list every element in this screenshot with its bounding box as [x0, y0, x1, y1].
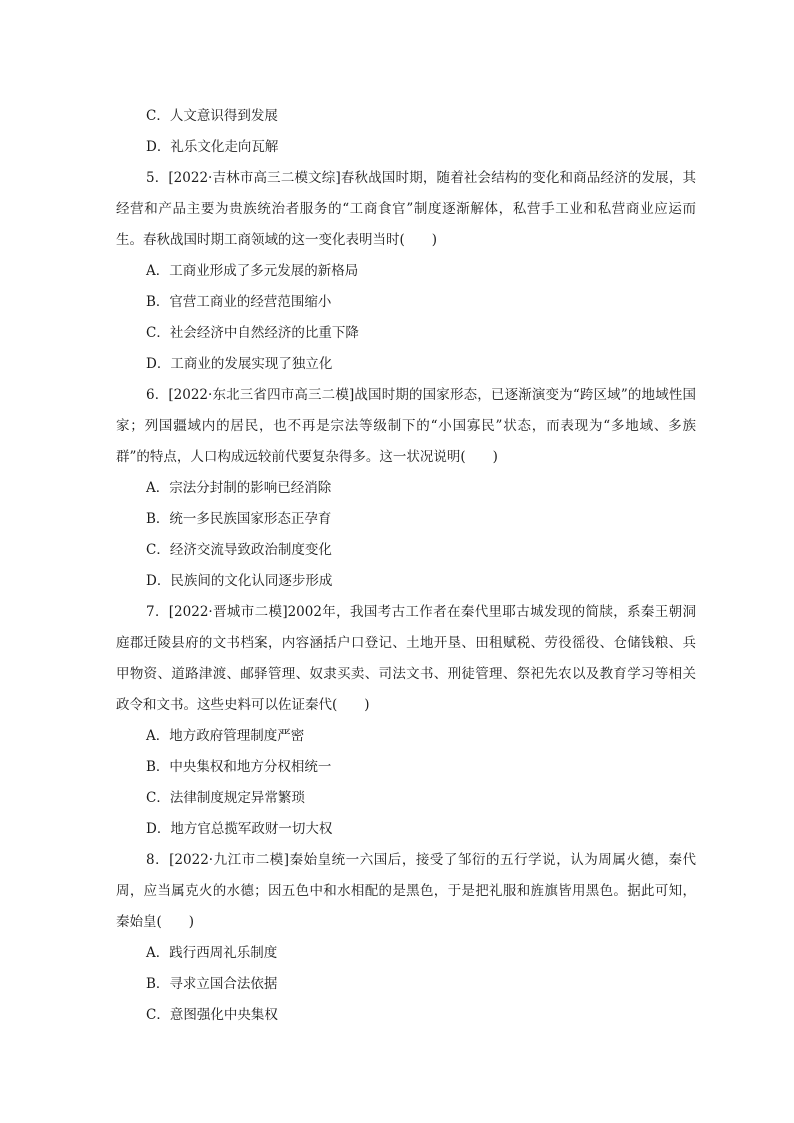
q5-option-d[interactable]: D．工商业的发展实现了独立化 [146, 356, 333, 372]
q4-option-d[interactable]: D．礼乐文化走向瓦解 [146, 139, 279, 155]
q5-option-a[interactable]: A．工商业形成了多元发展的新格局 [146, 263, 359, 279]
q5-option-c[interactable]: C．社会经济中自然经济的比重下降 [146, 325, 359, 341]
q6-option-a[interactable]: A．宗法分封制的影响已经消除 [146, 480, 332, 496]
question-5-stem: 5．[2022·吉林市高三二模文综]春秋战国时期，随着社会结构的变化和商品经济的发展，其经营和产品主要为贵族统治者服务的“工商食官”制度逐渐解体，私营手工业和私营商业应运而生。春秋战国时期工商领域的这一变化表明当时( ) [116, 170, 696, 248]
q5-option-b[interactable]: B．官营工商业的经营范围缩小 [146, 294, 332, 310]
q7-option-a[interactable]: A．地方政府管理制度严密 [146, 728, 305, 744]
page-content [116, 101, 696, 1031]
q7-option-c[interactable]: C．法律制度规定异常繁琐 [146, 790, 305, 806]
q8-option-b[interactable]: B．寻求立国合法依据 [146, 976, 278, 992]
q8-option-c[interactable]: C．意图强化中央集权 [146, 1007, 278, 1023]
q6-option-c[interactable]: C．经济交流导致政治制度变化 [146, 542, 332, 558]
q4-option-c[interactable]: C．人文意识得到发展 [146, 108, 278, 124]
q7-option-b[interactable]: B．中央集权和地方分权相统一 [146, 759, 332, 775]
question-7-stem: 7．[2022·晋城市二模]2002年，我国考古工作者在秦代里耶古城发现的简牍，系秦王朝洞庭郡迁陵县府的文书档案，内容涵括户口登记、土地开垦、田租赋税、劳役徭役、仓储钱粮、兵甲物资、道路津渡、邮驿管理、奴隶买卖、司法文书、刑徒管理、祭祀先农以及教育学习等相关政令和文书。这些史料可以佐证秦代( ) [116, 604, 696, 713]
question-6-stem: 6．[2022·东北三省四市高三二模]战国时期的国家形态，已逐渐演变为“跨区域”的地域性国家；列国疆域内的居民，也不再是宗法等级制下的“小国寡民”状态，而表现为“多地域、多族群”的特点，人口构成远较前代要复杂得多。这一状况说明( ) [116, 387, 696, 465]
question-8-stem: 8．[2022·九江市二模]秦始皇统一六国后，接受了邹衍的五行学说，认为周属火德，秦代周，应当属克火的水德；因五色中和水相配的是黑色，于是把礼服和旌旗皆用黑色。据此可知，秦始皇( ) [116, 852, 696, 930]
q7-option-d[interactable]: D．地方官总揽军政财一切大权 [146, 821, 333, 837]
q6-option-b[interactable]: B．统一多民族国家形态正孕育 [146, 511, 332, 527]
q6-option-d[interactable]: D．民族间的文化认同逐步形成 [146, 573, 333, 589]
q8-option-a[interactable]: A．践行西周礼乐制度 [146, 945, 278, 961]
